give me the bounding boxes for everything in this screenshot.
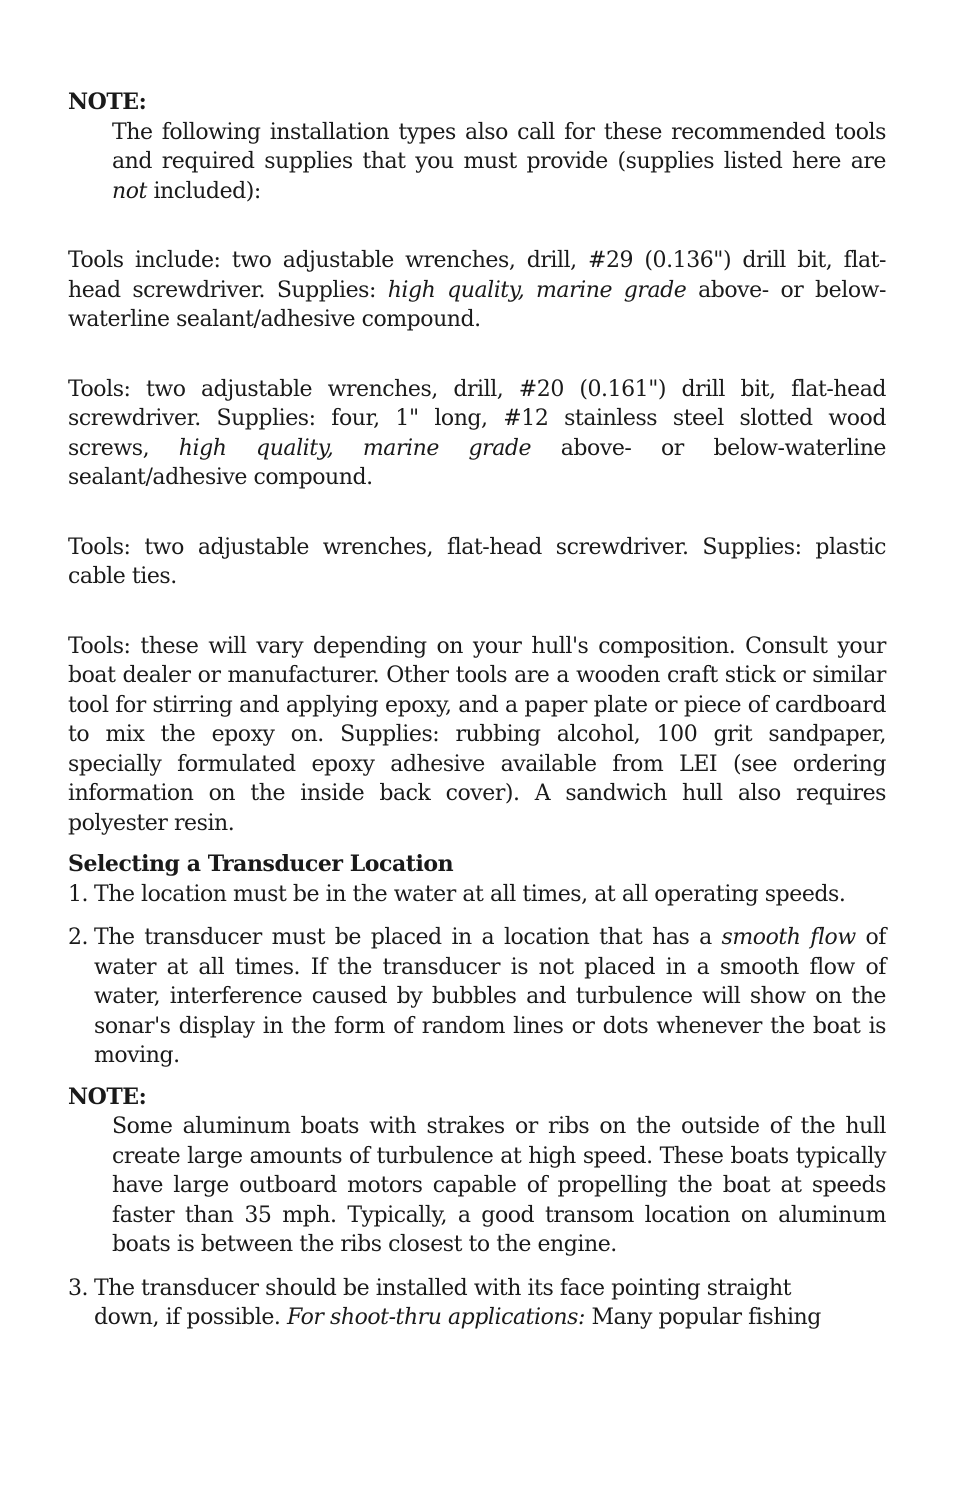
note-label: NOTE: — [68, 1083, 147, 1110]
tools-paragraph-4: Tools: these will vary depending on your hull's composition. Consult your boat dealer or manufacturer. Other tools are a wooden craft stick or similar tool for stirring and applying epoxy, and a paper plate or piece of cardboard to mix the epoxy on. Supplies: rubbing alcohol, 100 grit sandpaper, specially formulated epoxy adhesive available from LEI (see ordering information on the inside back cover). A sandwich hull also requires polyester resin. — [68, 633, 886, 836]
section-heading: Selecting a Transducer Location — [68, 851, 454, 877]
list-item-number: 1. — [68, 881, 89, 907]
tools-paragraph-1: Tools include: two adjustable wrenches, drill, #29 (0.136") drill bit, flat-head screwdriver. Supplies: high quality, marine grade above- or below-waterline sealant/adhesive compound. — [68, 248, 886, 332]
list-item-number: 3. — [68, 1275, 89, 1301]
list-item — [68, 923, 886, 1071]
tools-paragraph-3: Tools: two adjustable wrenches, flat-head screwdriver. Supplies: plastic cable ties. — [68, 534, 886, 589]
list-item-text: The transducer should be installed with its face pointing straight down, if possible. For shoot-thru applications: Many popular fishing — [94, 1275, 821, 1330]
page-content — [68, 88, 886, 1333]
list-item-text: The transducer must be placed in a location that has a smooth flow of water at all times. If the transducer is not placed in a smooth flow of water, interference caused by bubbles and turbulence will show on the sonar's display in the form of random lines or dots whenever the boat is moving. — [94, 925, 886, 1068]
note-label: NOTE: — [68, 89, 147, 115]
list-item-text: The location must be in the water at all times, at all operating speeds. — [94, 881, 846, 907]
note-text: The following installation types also call for these recommended tools and required supplies that you must provide (supplies listed here are not included): — [112, 119, 886, 204]
tools-paragraph-2: Tools: two adjustable wrenches, drill, #20 (0.161") drill bit, flat-head screwdriver. Supplies: four, 1" long, #12 stainless steel slotted wood screws, high quality, marine grade above- or below-waterline sealant/adhesive compound. — [68, 376, 886, 490]
list-item-number: 2. — [68, 925, 89, 950]
list-item — [68, 1274, 886, 1333]
list-item — [68, 880, 886, 910]
note-text: Some aluminum boats with strakes or ribs on the outside of the hull create large amounts of turbulence at high speed. These boats typically have large outboard motors capable of propelling the boat at speeds faster than 35 mph. Typically, a good transom location on aluminum boats is between the ribs closest to the engine. — [112, 1114, 886, 1257]
